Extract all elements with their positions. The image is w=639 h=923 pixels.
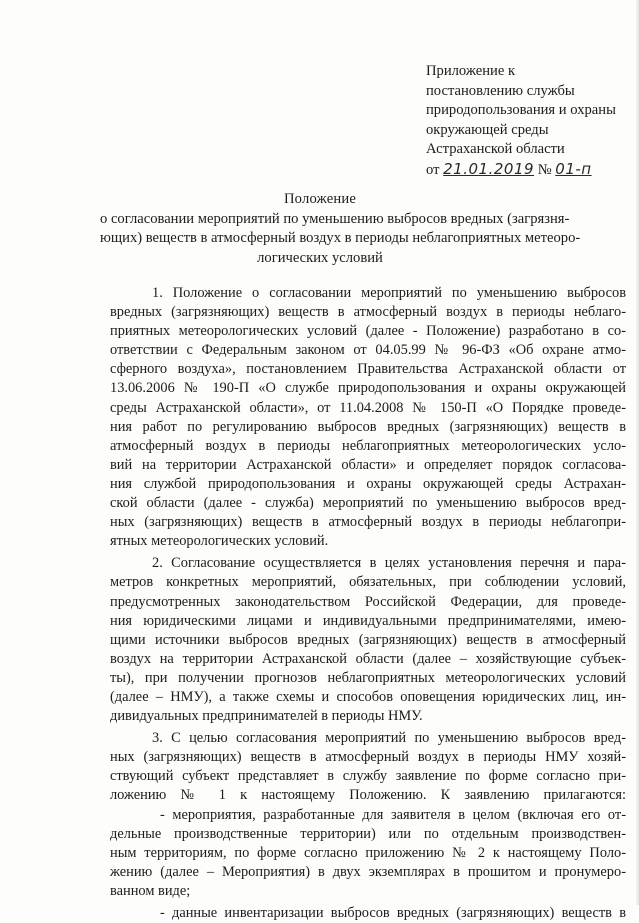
title-line-4: логических условий xyxy=(257,249,383,266)
body-line: воздух на территории Астраханской области (далее – хозяйствующие субъек- xyxy=(110,650,626,667)
date-prefix: от xyxy=(426,161,440,178)
body-line: ятных метеорологических условий. xyxy=(110,533,329,550)
appendix-line-3: природопользования и охраны xyxy=(426,102,616,118)
handwritten-date: 21.01.2019 xyxy=(443,159,535,178)
body-line: атмосферный воздух в периоды неблагоприятных метеорологических усло- xyxy=(110,437,626,454)
body-line: ванном виде; xyxy=(110,882,191,899)
appendix-line-2: постановлению службы xyxy=(426,82,575,99)
body-line: ложению № 1 к настоящему Положению. К заявлению прилагаются: xyxy=(110,787,626,804)
number-prefix: № xyxy=(537,161,552,178)
handwritten-number: 01-п xyxy=(555,159,592,178)
body-line: вредных (загрязняющих) веществ в атмосферный воздух в периоды неблаго- xyxy=(110,304,626,321)
body-line: сферного воздуха», постановлением Правительства Астраханской области от xyxy=(110,361,626,378)
body-line: - данные инвентаризации выбросов вредных (загрязняющих) веществ в xyxy=(160,905,626,921)
body-line: 2. Согласование осуществляется в целях установления перечня и пара- xyxy=(152,555,626,572)
body-line: 1. Положение о согласовании мероприятий по уменьшению выбросов xyxy=(152,285,626,301)
body-line: ты), при получении прогнозов неблагоприятных метеорологических условий xyxy=(110,669,626,686)
body-line: ния службой природопользования и охраны окружающей среды Астрахан- xyxy=(110,475,626,492)
body-line: ных (загрязняющих) веществ в атмосферный воздух в периоды НМУ хозяй- xyxy=(110,749,626,766)
title-line-1: Положение xyxy=(283,191,357,207)
body-line: вий на территории Астраханской области» и определяет порядок согласова- xyxy=(110,456,626,473)
body-line: ным территориям, по форме согласно приложению № 2 к настоящему Поло- xyxy=(110,844,626,861)
body-line: предусмотренных законодательством Российской Федерации, для проведе- xyxy=(110,593,626,610)
appendix-line-5: Астраханской области xyxy=(426,141,565,157)
body-line: дельные производственные территории) или по отдельным производствен- xyxy=(110,825,626,842)
body-line: - мероприятия, разработанные для заявителя в целом (включая его от- xyxy=(160,806,626,823)
body-line: среды Астраханской области», от 11.04.2008 № 150-П «О Порядке проведе- xyxy=(110,399,626,416)
body-line: метров конкретных мероприятий, обязательных, при соблюдении условий, xyxy=(110,574,626,591)
body-line: жению (далее – Мероприятия) в двух экземплярах в прошитом и пронумеро- xyxy=(110,863,626,880)
appendix-date-line xyxy=(426,160,636,181)
body-line: ствующий субъект представляет в службу заявление по форме согласно при- xyxy=(110,768,626,785)
body-line: ской области (далее - служба) мероприятий по уменьшению выбросов вред- xyxy=(110,495,626,512)
body-line: щими источники выбросов вредных (загрязняющих) веществ в атмосферный xyxy=(110,631,626,648)
body-line: 13.06.2006 № 190-П «О службе природопользования и охраны окружающей xyxy=(110,380,626,397)
document-body xyxy=(110,284,626,923)
appendix-line-4: окружающей среды xyxy=(426,121,549,138)
body-line: ния юридическими лицами и индивидуальными предпринимателями, имею- xyxy=(110,612,626,629)
appendix-block xyxy=(426,62,636,180)
title-line-2: о согласовании мероприятий по уменьшению выбросов вредных (загрязня- xyxy=(100,210,570,227)
body-line: ответствии с Федеральным законом от 04.05.99 № 96-ФЗ «Об охране атмо- xyxy=(110,342,626,359)
document-title xyxy=(100,190,581,268)
appendix-line-1: Приложение к xyxy=(426,63,516,79)
body-line: (далее – НМУ), а также схемы и способов оповещения юридических лиц, ин- xyxy=(110,688,626,705)
body-line: дивидуальных предпринимателей в периоды НМУ. xyxy=(110,708,423,725)
body-line: приятных метеорологических условий (далее - Положение) разработано в со- xyxy=(110,323,626,340)
body-line: 3. С целью согласования мероприятий по уменьшению выбросов вред- xyxy=(152,730,626,747)
body-line: ния работ по регулированию выбросов вредных (загрязняющих) веществ в xyxy=(110,418,626,435)
title-line-3: ющих) веществ в атмосферный воздух в периоды неблагоприятных метеоро- xyxy=(100,230,581,246)
body-line: ных (загрязняющих) веществ в атмосферный воздух в периоды неблагопри- xyxy=(110,514,626,531)
